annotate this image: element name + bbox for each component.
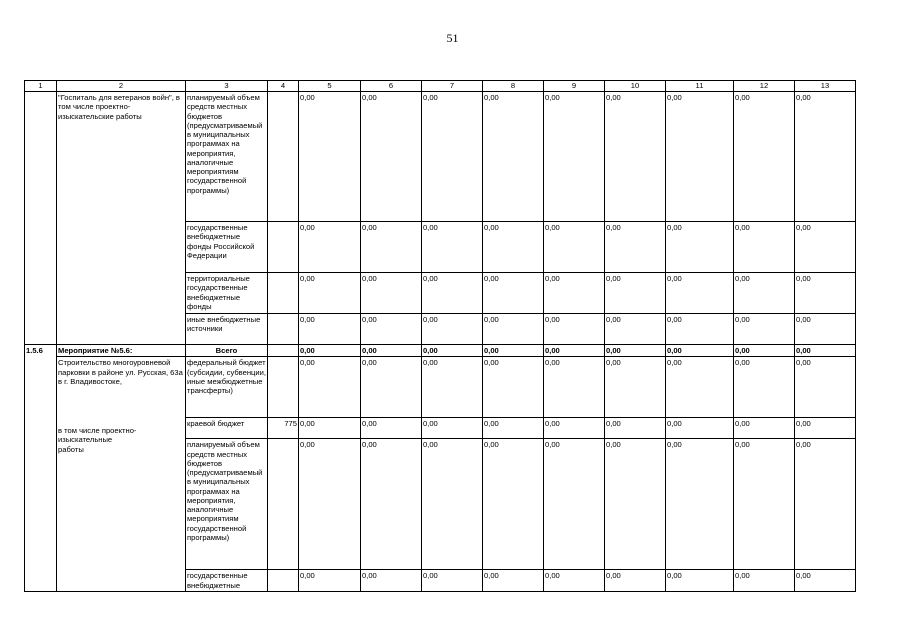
code-cell [268,345,299,357]
header-cell: 1 [25,81,57,92]
activity-title: "Госпиталь для ветеранов войн", в том числе проектно-изыскательские работы [57,92,186,345]
value-cell: 0,00 [299,273,361,314]
code-cell [268,314,299,345]
value-cell: 0,00 [422,314,483,345]
source-cell: планируемый объем средств местных бюджетов (предусматриваемый в муниципальных программах на мероприятия, аналогичные мероприятиям государственной программы) [186,92,268,222]
activity-description [57,357,186,592]
header-cell: 6 [361,81,422,92]
header-cell: 3 [186,81,268,92]
value-cell: 0,00 [795,92,856,222]
value-cell: 0,00 [734,357,795,418]
total-value-cell: 0,00 [734,345,795,357]
total-value-cell: 0,00 [666,345,734,357]
total-value-cell: 0,00 [361,345,422,357]
source-cell: государственные внебюджетные фонды Российской Федерации [186,222,268,273]
value-cell: 0,00 [422,357,483,418]
value-cell: 0,00 [605,314,666,345]
header-row [25,81,856,92]
value-cell: 0,00 [422,418,483,439]
value-cell: 0,00 [483,439,544,570]
code-cell: 775 [268,418,299,439]
activity-description-line: работы [58,444,84,454]
total-value-cell: 0,00 [299,345,361,357]
value-cell: 0,00 [299,357,361,418]
value-cell: 0,00 [299,418,361,439]
value-cell: 0,00 [666,439,734,570]
activity-description-line: в том числе проектно-изыскательные [58,426,137,445]
value-cell: 0,00 [361,418,422,439]
value-cell: 0,00 [361,92,422,222]
value-cell: 0,00 [734,439,795,570]
table-row [25,357,856,418]
source-cell: федеральный бюджет (субсидии, субвенции, иные межбюджетные трансферты) [186,357,268,418]
value-cell: 0,00 [605,439,666,570]
value-cell: 0,00 [361,357,422,418]
header-cell: 9 [544,81,605,92]
value-cell: 0,00 [666,357,734,418]
value-cell: 0,00 [605,222,666,273]
value-cell: 0,00 [544,222,605,273]
value-cell: 0,00 [795,357,856,418]
header-cell: 10 [605,81,666,92]
total-row [25,345,856,357]
value-cell: 0,00 [795,418,856,439]
value-cell: 0,00 [361,314,422,345]
value-cell: 0,00 [422,570,483,592]
value-cell: 0,00 [483,92,544,222]
value-cell: 0,00 [544,273,605,314]
value-cell: 0,00 [605,92,666,222]
source-cell: планируемый объем средств местных бюджетов (предусматриваемый в муниципальных программах на мероприятия, аналогичные мероприятиям государственной программы) [186,439,268,570]
header-cell: 2 [57,81,186,92]
header-cell: 8 [483,81,544,92]
code-cell [268,273,299,314]
value-cell: 0,00 [666,222,734,273]
value-cell: 0,00 [299,92,361,222]
total-value-cell: 0,00 [483,345,544,357]
total-value-cell: 0,00 [422,345,483,357]
value-cell: 0,00 [795,439,856,570]
code-cell [268,570,299,592]
header-cell: 11 [666,81,734,92]
header-cell: 5 [299,81,361,92]
header-cell: 4 [268,81,299,92]
value-cell: 0,00 [422,273,483,314]
value-cell: 0,00 [734,570,795,592]
row-number-cell: 1.5.6 [25,345,57,592]
value-cell: 0,00 [605,273,666,314]
row-number-cell [25,92,57,345]
value-cell: 0,00 [361,570,422,592]
value-cell: 0,00 [734,418,795,439]
total-value-cell: 0,00 [605,345,666,357]
table-row [25,92,856,222]
code-cell [268,439,299,570]
value-cell: 0,00 [483,357,544,418]
value-cell: 0,00 [666,314,734,345]
total-value-cell: 0,00 [544,345,605,357]
value-cell: 0,00 [795,222,856,273]
code-cell [268,357,299,418]
value-cell: 0,00 [795,273,856,314]
header-cell: 7 [422,81,483,92]
source-cell: иные внебюджетные источники [186,314,268,345]
value-cell: 0,00 [483,314,544,345]
value-cell: 0,00 [361,439,422,570]
value-cell: 0,00 [299,222,361,273]
value-cell: 0,00 [422,92,483,222]
source-cell: территориальные государственные внебюджетные фонды [186,273,268,314]
total-label: Всего [186,345,268,357]
value-cell: 0,00 [299,314,361,345]
value-cell: 0,00 [734,222,795,273]
value-cell: 0,00 [544,439,605,570]
value-cell: 0,00 [605,357,666,418]
header-cell: 12 [734,81,795,92]
activity-title: Мероприятие №5.6: [57,345,186,357]
value-cell: 0,00 [666,570,734,592]
value-cell: 0,00 [299,570,361,592]
header-cell: 13 [795,81,856,92]
source-cell: краевой бюджет [186,418,268,439]
value-cell: 0,00 [544,92,605,222]
value-cell: 0,00 [483,273,544,314]
value-cell: 0,00 [666,273,734,314]
value-cell: 0,00 [422,222,483,273]
value-cell: 0,00 [483,418,544,439]
budget-table [24,80,856,592]
code-cell [268,222,299,273]
value-cell: 0,00 [795,570,856,592]
value-cell: 0,00 [299,439,361,570]
value-cell: 0,00 [544,570,605,592]
value-cell: 0,00 [734,273,795,314]
value-cell: 0,00 [666,418,734,439]
value-cell: 0,00 [544,418,605,439]
value-cell: 0,00 [605,418,666,439]
value-cell: 0,00 [544,314,605,345]
value-cell: 0,00 [605,570,666,592]
value-cell: 0,00 [422,439,483,570]
code-cell [268,92,299,222]
activity-description-line: Строительство многоуровневой парковки в районе ул. Русская, 63а в г. Владивостоке, [58,358,183,386]
page-number: 51 [446,31,459,45]
value-cell: 0,00 [361,273,422,314]
source-cell: государственные внебюджетные [186,570,268,592]
value-cell: 0,00 [483,570,544,592]
total-value-cell: 0,00 [795,345,856,357]
value-cell: 0,00 [734,92,795,222]
value-cell: 0,00 [666,92,734,222]
value-cell: 0,00 [483,222,544,273]
value-cell: 0,00 [734,314,795,345]
value-cell: 0,00 [361,222,422,273]
value-cell: 0,00 [544,357,605,418]
value-cell: 0,00 [795,314,856,345]
